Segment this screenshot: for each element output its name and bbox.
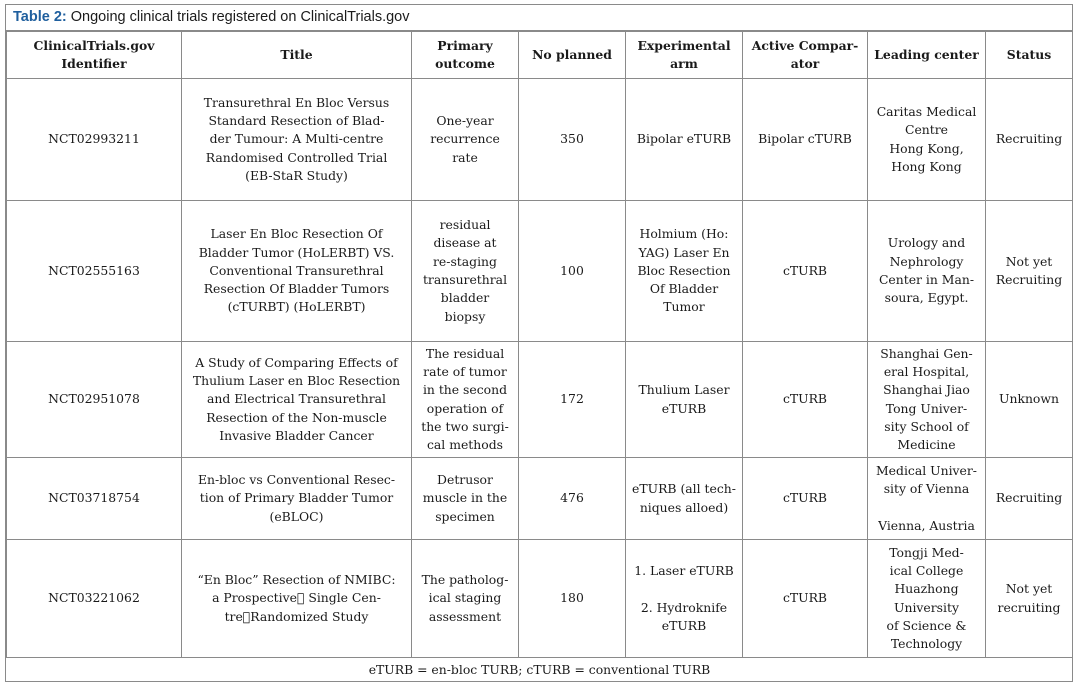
cell-arm: Holmium (Ho: YAG) Laser En Bloc Resection Of Bladder Tumor: [626, 201, 743, 342]
cell-comparator: cTURB: [743, 342, 868, 458]
footnote-row: [7, 658, 1073, 683]
cell-status: Not yet Recruiting: [986, 201, 1073, 342]
cell-title: “En Bloc” Resection of NMIBC: a Prospective  Single Cen- tre Randomized Study: [182, 540, 412, 658]
cell-status: Not yet recruiting: [986, 540, 1073, 658]
cell-status: Unknown: [986, 342, 1073, 458]
cell-arm: eTURB (all tech- niques alloed): [626, 458, 743, 540]
cell-center: Tongji Med- ical College Huazhong University of Science & Technology: [868, 540, 986, 658]
header-arm: Experimental arm: [626, 32, 743, 79]
cell-arm: Thulium Laser eTURB: [626, 342, 743, 458]
cell-outcome: The residual rate of tumor in the second operation of the two surgi- cal methods: [412, 342, 519, 458]
cell-comparator: cTURB: [743, 458, 868, 540]
cell-comparator: cTURB: [743, 201, 868, 342]
caption-text: Ongoing clinical trials registered on ClinicalTrials.gov: [70, 9, 410, 25]
cell-title: Transurethral En Bloc Versus Standard Resection of Blad- der Tumour: A Multi-centre Randomised Controlled Trial (EB-StaR Study): [182, 79, 412, 201]
cell-title: En-bloc vs Conventional Resec- tion of Primary Bladder Tumor (eBLOC): [182, 458, 412, 540]
cell-title: A Study of Comparing Effects of Thulium Laser en Bloc Resection and Electrical Transurethral Resection of the Non-muscle Invasive Bladder Cancer: [182, 342, 412, 458]
caption-label: Table 2:: [13, 9, 67, 25]
table-footnote: eTURB = en-bloc TURB; cTURB = conventional TURB: [7, 658, 1073, 683]
cell-comparator: cTURB: [743, 540, 868, 658]
cell-identifier: NCT02951078: [7, 342, 182, 458]
cell-title: Laser En Bloc Resection Of Bladder Tumor (HoLERBT) VS. Conventional Transurethral Resection Of Bladder Tumors (cTURBT) (HoLERBT): [182, 201, 412, 342]
cell-outcome: Detrusor muscle in the specimen: [412, 458, 519, 540]
cell-center: Shanghai Gen- eral Hospital, Shanghai Jiao Tong Univer- sity School of Medicine: [868, 342, 986, 458]
cell-status: Recruiting: [986, 79, 1073, 201]
header-status: Status: [986, 32, 1073, 79]
cell-planned: 350: [519, 79, 626, 201]
cell-outcome: One-year recurrence rate: [412, 79, 519, 201]
table-row: [7, 540, 1073, 658]
header-center: Leading center: [868, 32, 986, 79]
cell-outcome: residual disease at re-staging transurethral bladder biopsy: [412, 201, 519, 342]
cell-comparator: Bipolar cTURB: [743, 79, 868, 201]
header-title: Title: [182, 32, 412, 79]
cell-identifier: NCT02993211: [7, 79, 182, 201]
table-row: [7, 458, 1073, 540]
cell-outcome: The patholog- ical staging assessment: [412, 540, 519, 658]
table-caption: [6, 5, 1072, 31]
cell-arm: Bipolar eTURB: [626, 79, 743, 201]
cell-planned: 180: [519, 540, 626, 658]
cell-planned: 172: [519, 342, 626, 458]
header-row: [7, 32, 1073, 79]
trials-table: [6, 31, 1073, 682]
cell-identifier: NCT02555163: [7, 201, 182, 342]
table-row: [7, 342, 1073, 458]
header-planned: No planned: [519, 32, 626, 79]
header-outcome: Primary outcome: [412, 32, 519, 79]
table-row: [7, 79, 1073, 201]
cell-center: Urology and Nephrology Center in Man- soura, Egypt.: [868, 201, 986, 342]
table-figure: [5, 4, 1073, 682]
header-comparator: Active Compar- ator: [743, 32, 868, 79]
cell-center: Medical Univer- sity of Vienna Vienna, Austria: [868, 458, 986, 540]
cell-planned: 100: [519, 201, 626, 342]
cell-identifier: NCT03221062: [7, 540, 182, 658]
header-identifier: ClinicalTrials.gov Identifier: [7, 32, 182, 79]
cell-identifier: NCT03718754: [7, 458, 182, 540]
cell-status: Recruiting: [986, 458, 1073, 540]
cell-center: Caritas Medical Centre Hong Kong, Hong Kong: [868, 79, 986, 201]
table-row: [7, 201, 1073, 342]
cell-planned: 476: [519, 458, 626, 540]
cell-arm: 1. Laser eTURB 2. Hydroknife eTURB: [626, 540, 743, 658]
